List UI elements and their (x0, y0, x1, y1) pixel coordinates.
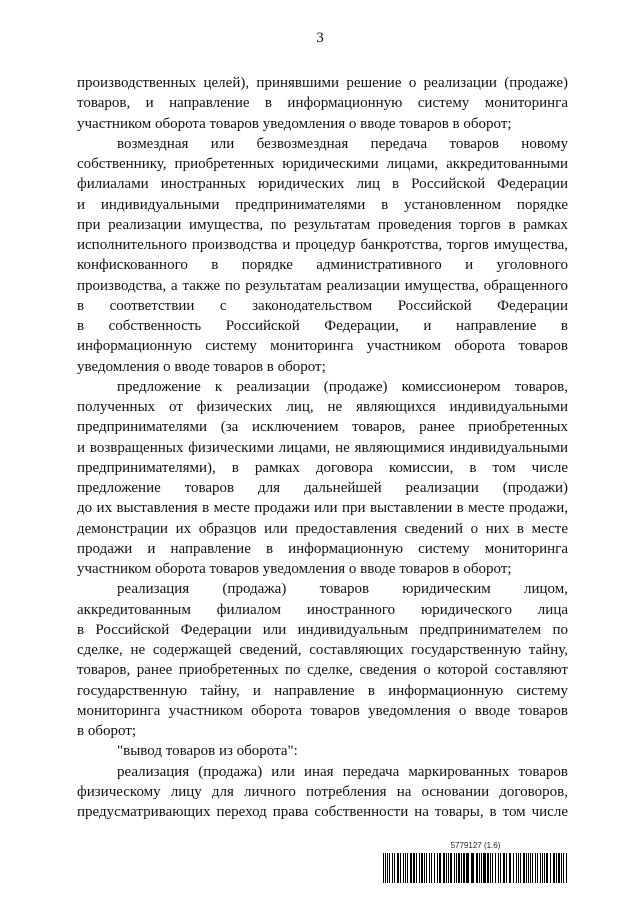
text-line: участником оборота товаров уведомления о вводе товаров в оборот; (77, 115, 512, 132)
text-line: продажи и направление в информационную систему мониторинга (77, 540, 568, 557)
text-line: мониторинга участником оборота товаров уведомления о вводе товаров (77, 702, 568, 719)
text-line: реализация (продажа) товаров юридическим лицом, (117, 581, 568, 598)
text-line: предложение к реализации (продаже) комиссионером товаров, (117, 378, 568, 395)
text-line: информационную систему мониторинга участником оборота товаров (77, 338, 568, 355)
text-line: предложение товаров для дальнейшей реализации (продажи) (77, 480, 568, 496)
text-line: собственнику, приобретенных юридическими лицами, аккредитованными (77, 156, 568, 172)
text-line: в соответствии с законодательством Российской Федерации (77, 297, 568, 314)
text-line: предусматривающих переход права собственности на товары, в том числе (77, 804, 568, 820)
text-line: уведомления о вводе товаров в оборот; (77, 358, 326, 375)
text-line: предпринимателями (за исключением товаров, ранее приобретенных (77, 419, 568, 436)
text-line: до их выставления в месте продажи или при выставлении в месте продажи, (77, 500, 568, 517)
text-line: товаров, ранее приобретенных по сделке, сведения о которой составляют (77, 662, 568, 679)
text-line: производства, а также по результатам реализации имущества, обращенного (77, 277, 568, 294)
text-line: реализация (продажа) или иная передача маркированных товаров (117, 763, 568, 780)
text-line: и индивидуальными предпринимателями в установленном порядке (77, 196, 568, 213)
text-line: участником оборота товаров уведомления о вводе товаров в оборот; (77, 561, 512, 577)
text-line: сделке, не содержащей сведений, составляющих государственную тайну, (77, 642, 568, 658)
text-line: товаров, и направление в информационную систему мониторинга (77, 95, 568, 112)
page-number: 3 (316, 30, 324, 46)
text-line: в Российской Федерации или индивидуальным предпринимателем по (77, 621, 568, 638)
text-line: конфискованного в порядке административного и уголовного (77, 257, 568, 274)
text-line: в оборот; (77, 723, 136, 739)
text-line: аккредитованным филиалом иностранного юридического лица (77, 601, 568, 618)
text-line: филиалами иностранных юридических лиц в Российской Федерации (77, 176, 568, 193)
text-line: в собственность Российской Федерации, и направление в (77, 318, 568, 334)
text-line: физическому лицу для личного потребления на основании договоров, (77, 783, 568, 800)
text-line: и возвращенных физическими лицами, не являющимися индивидуальными (77, 439, 568, 456)
document-footer (383, 841, 568, 883)
text-line: при реализации имущества, по результатам проведения торгов в рамках (77, 216, 568, 233)
text-line: возмездная или безвозмездная передача товаров новому (117, 135, 568, 152)
text-line: демонстрации их образцов или предоставления сведений о них в месте (77, 520, 568, 537)
document-body (77, 73, 568, 822)
text-line: "вывод товаров из оборота": (117, 743, 298, 760)
barcode-icon (383, 853, 568, 883)
text-line: производственных целей), принявшими решение о реализации (продаже) (77, 75, 568, 91)
document-code: 5779127 (1.6) (450, 841, 501, 850)
text-line: предпринимателями), в рамках договора комиссии, в том числе (77, 459, 568, 476)
text-line: исполнительного производства и процедур банкротства, торгов имущества, (77, 237, 568, 253)
text-line: полученных от физических лиц, не являющихся индивидуальными (77, 399, 568, 415)
text-line: государственную тайну, и направление в информационную систему (77, 682, 568, 699)
